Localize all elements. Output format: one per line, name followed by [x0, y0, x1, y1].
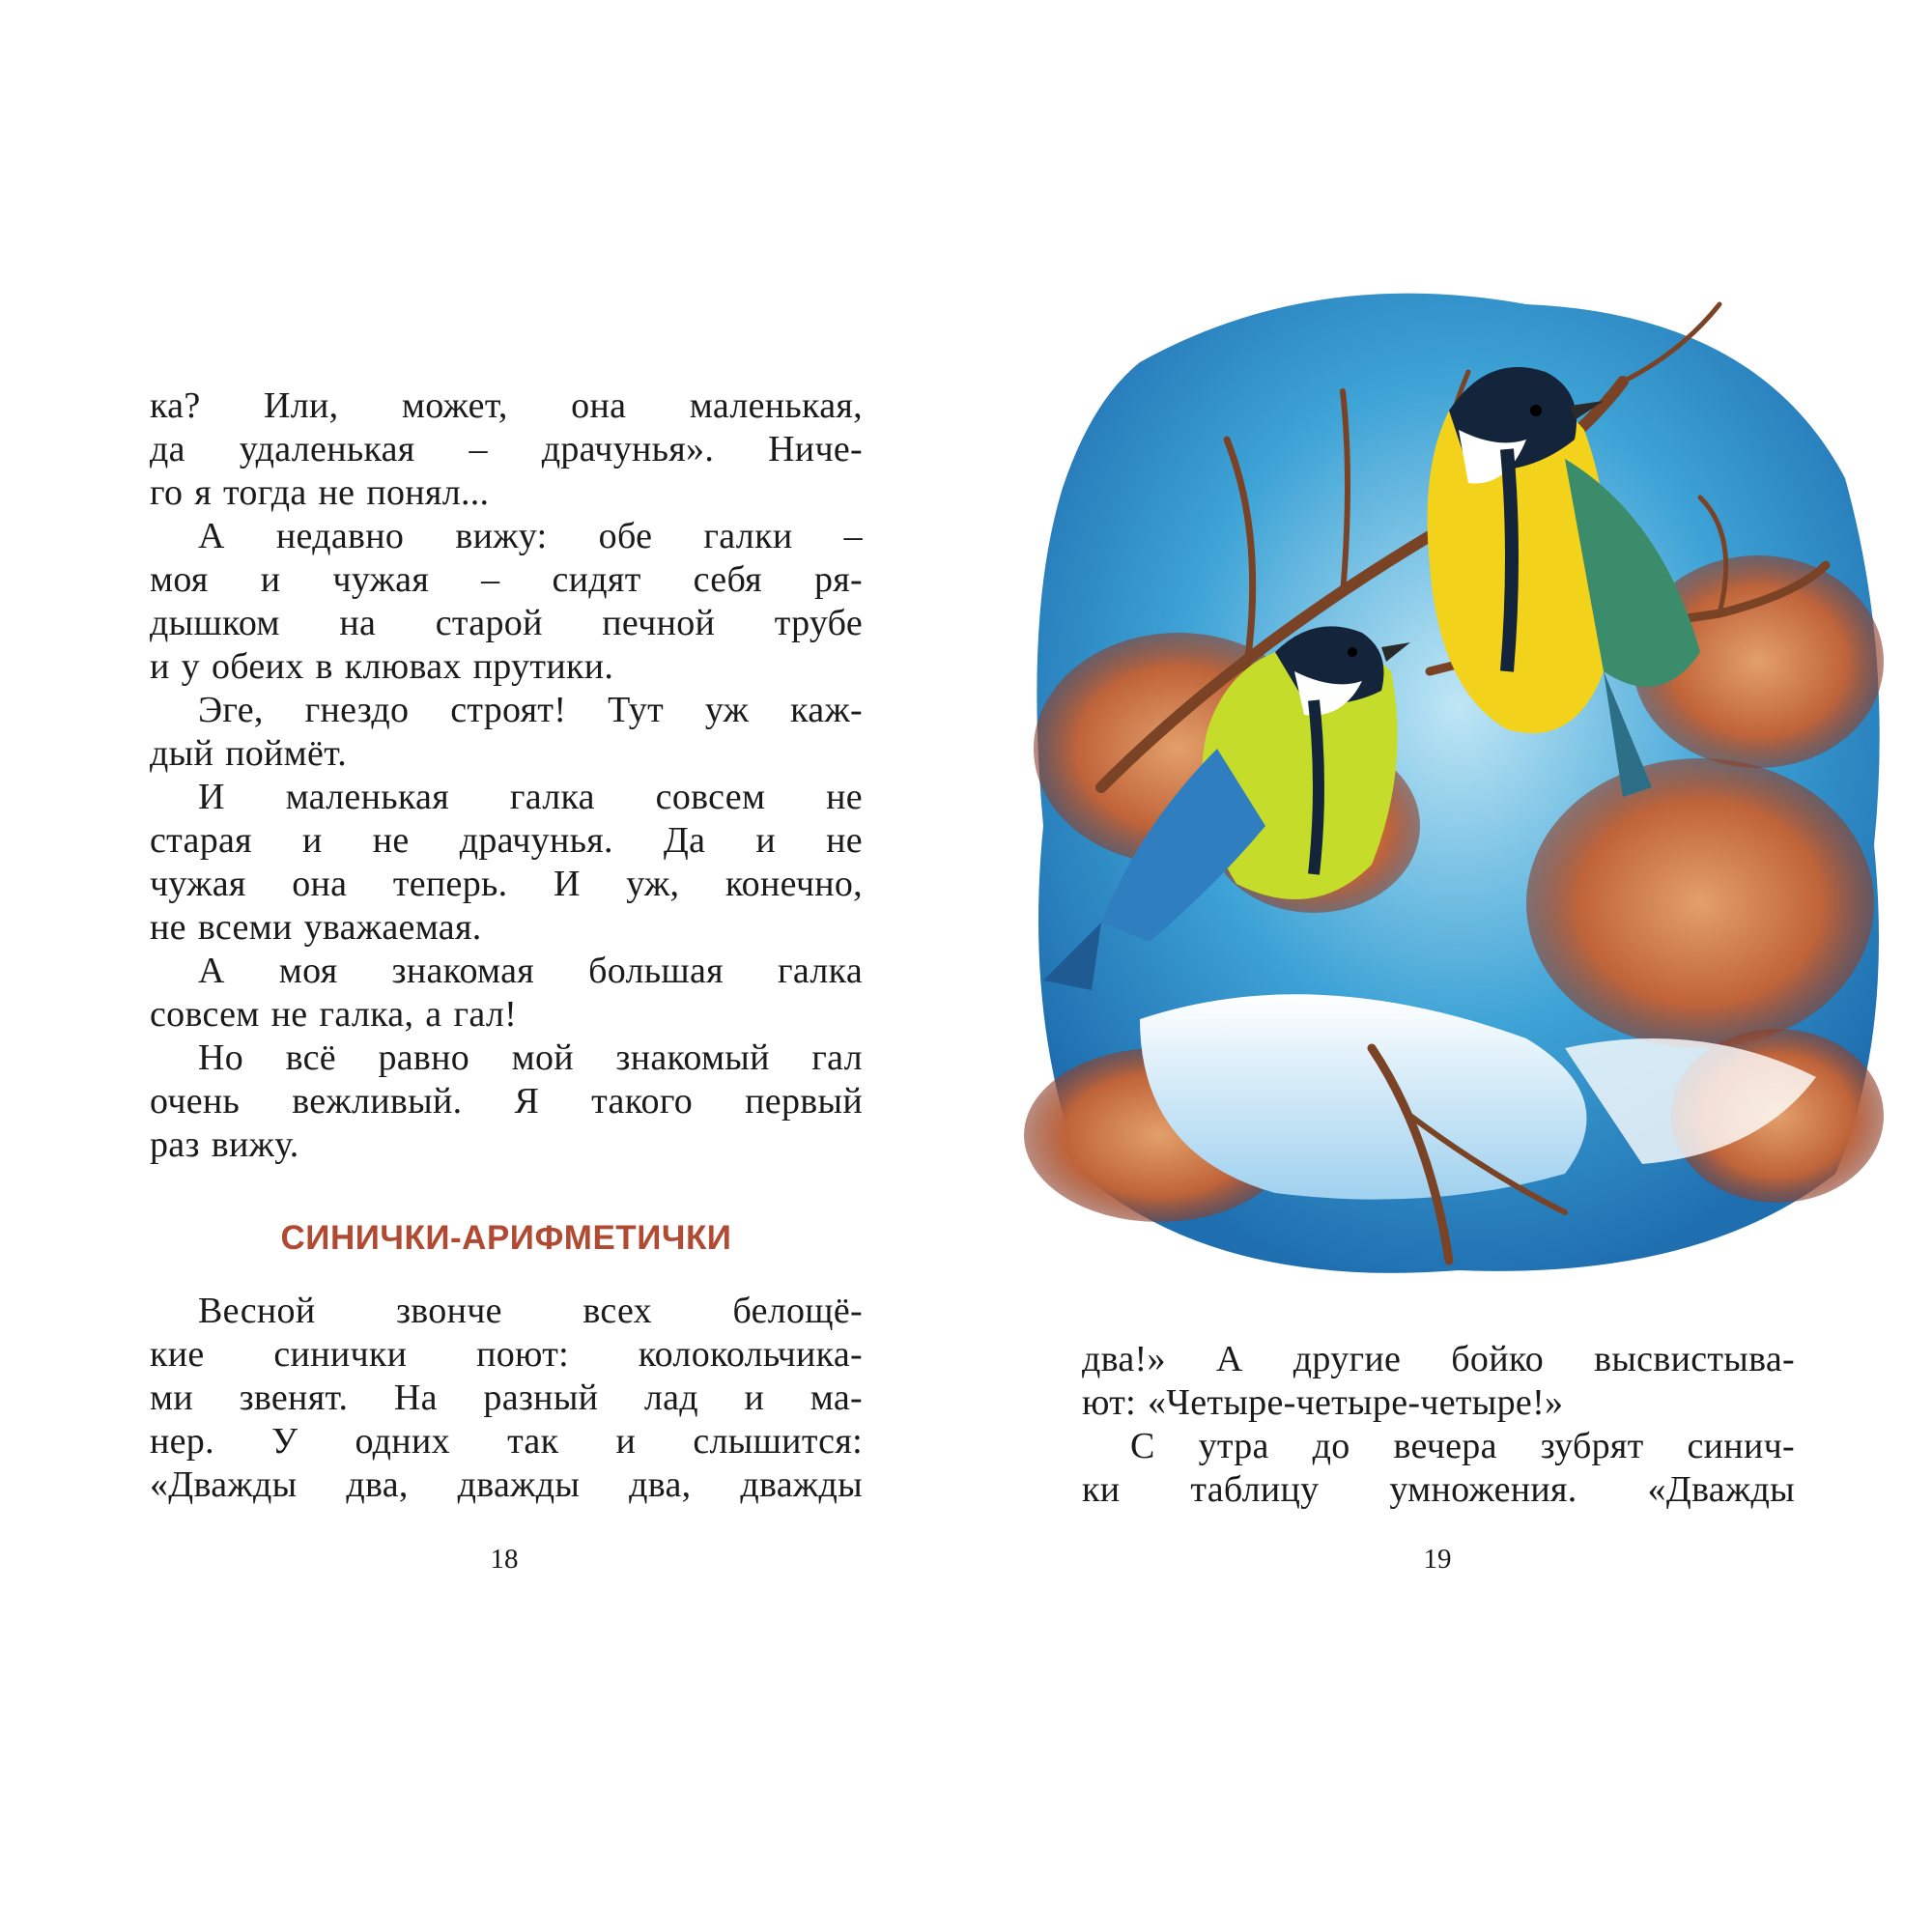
word: –: [481, 559, 500, 600]
word: понял...: [366, 472, 490, 513]
word: конечно,: [724, 864, 863, 904]
text-line: [150, 1123, 863, 1167]
word: моя: [150, 559, 209, 600]
word: так: [507, 1421, 559, 1462]
word: всё: [285, 1037, 336, 1078]
word: уж: [704, 690, 750, 730]
word: не: [826, 777, 863, 817]
word: Весной: [198, 1291, 316, 1331]
text-line: [150, 558, 863, 602]
word: поймёт.: [225, 733, 348, 774]
word: не: [318, 472, 355, 513]
word: «Дважды: [150, 1464, 298, 1505]
word: моя: [278, 951, 338, 991]
word: гал!: [453, 994, 518, 1035]
word: и: [744, 1378, 765, 1418]
word: строят!: [450, 690, 567, 730]
word: ка?: [150, 385, 201, 426]
word: а: [425, 994, 442, 1035]
word: удаленькая: [239, 429, 415, 469]
word: до: [1312, 1426, 1350, 1466]
word: ма-: [810, 1378, 863, 1418]
word: го: [150, 472, 184, 513]
word: и: [260, 559, 281, 600]
word: себя: [693, 559, 762, 600]
text-line: [150, 689, 863, 732]
word: утра: [1198, 1426, 1269, 1466]
text-line: [150, 1333, 863, 1377]
word: печной: [602, 603, 716, 643]
word: два!»: [1082, 1339, 1166, 1379]
word: и: [302, 820, 323, 861]
word: –: [843, 516, 863, 556]
word: в: [315, 646, 333, 687]
word: обеих: [211, 646, 304, 687]
word: совсем: [150, 994, 260, 1035]
word: старой: [435, 603, 543, 643]
word: чужая: [150, 864, 246, 904]
word: два,: [346, 1464, 409, 1505]
word: слышится:: [693, 1421, 863, 1462]
word: Я: [514, 1081, 540, 1122]
word: галки: [703, 516, 793, 556]
word: на: [339, 603, 377, 643]
word: она: [292, 864, 348, 904]
text-line: [1082, 1381, 1795, 1425]
word: равно: [378, 1037, 470, 1078]
word: трубе: [774, 603, 863, 643]
text-line: [150, 776, 863, 819]
word: совсем: [655, 777, 766, 817]
word: да: [150, 429, 185, 469]
word: разный: [483, 1378, 599, 1418]
word: другие: [1293, 1339, 1402, 1379]
text-line: [150, 1463, 863, 1507]
text-line: [150, 1290, 863, 1333]
text-line: [150, 1080, 863, 1123]
word: такого: [591, 1081, 694, 1122]
word: знакомая: [391, 951, 535, 991]
word: Но: [198, 1037, 244, 1078]
text-line: [150, 428, 863, 471]
text-line: [150, 732, 863, 776]
word: И: [553, 864, 581, 904]
text-line: [150, 1037, 863, 1080]
word: ми: [150, 1378, 193, 1418]
word: дышком: [150, 603, 280, 643]
word: вежливый.: [292, 1081, 463, 1122]
text-line: [150, 819, 863, 863]
word: белощё-: [732, 1291, 863, 1331]
word: не: [372, 820, 410, 861]
word: маленькая,: [689, 385, 863, 426]
word: очень: [150, 1081, 241, 1122]
word: галка,: [319, 994, 414, 1035]
word: синич-: [1687, 1426, 1795, 1466]
word: и: [615, 1421, 637, 1462]
word: она: [571, 385, 627, 426]
word: не: [270, 994, 308, 1035]
word: прутики.: [472, 646, 614, 687]
word: не: [150, 907, 186, 948]
word: ря-: [813, 559, 863, 600]
word: не: [826, 820, 863, 861]
word: Ниче-: [768, 429, 863, 469]
word: А: [198, 516, 225, 556]
word: бойко: [1451, 1339, 1544, 1379]
word: высвистыва-: [1594, 1339, 1795, 1379]
word: может,: [401, 385, 508, 426]
word: поют:: [476, 1334, 569, 1375]
word: я: [194, 472, 213, 513]
word: у: [181, 646, 200, 687]
word: галка: [777, 951, 863, 991]
word: Эге,: [198, 690, 264, 730]
word: колокольчика-: [638, 1334, 863, 1375]
word: каж-: [790, 690, 863, 730]
word: Или,: [264, 385, 339, 426]
word: драчунья».: [541, 429, 715, 469]
word: И: [198, 777, 225, 817]
word: зубрят: [1540, 1426, 1644, 1466]
word: всеми: [197, 907, 293, 948]
word: чужая: [332, 559, 430, 600]
word: дый: [150, 733, 214, 774]
word: –: [469, 429, 488, 469]
word: таблицу: [1190, 1469, 1320, 1510]
word: Да: [663, 820, 706, 861]
word: сидят: [552, 559, 641, 600]
word: «Четыре-четыре-четыре!»: [1147, 1382, 1564, 1423]
text-line: [150, 993, 863, 1037]
word: первый: [745, 1081, 863, 1122]
word: старая: [150, 820, 252, 861]
word: «Дважды: [1647, 1469, 1795, 1510]
text-line: [150, 602, 863, 645]
word: У: [271, 1421, 298, 1462]
titmice-illustration: [1024, 246, 1893, 1304]
word: звонче: [396, 1291, 502, 1331]
word: А: [1215, 1339, 1243, 1379]
word: два,: [629, 1464, 692, 1505]
word: дважды: [740, 1464, 863, 1505]
word: знакомый: [615, 1037, 770, 1078]
word: гал: [811, 1037, 863, 1078]
word: кие: [150, 1334, 205, 1375]
word: С: [1130, 1426, 1155, 1466]
text-line: [1082, 1338, 1795, 1381]
word: одних: [355, 1421, 450, 1462]
text-line: [150, 645, 863, 689]
word: вечера: [1393, 1426, 1497, 1466]
text-line: [150, 950, 863, 993]
left-top-text: [150, 384, 863, 1167]
right-text: [1082, 1338, 1795, 1512]
text-line: [1082, 1425, 1795, 1468]
text-line: [150, 1420, 863, 1463]
text-line: [150, 1377, 863, 1420]
text-line: [150, 515, 863, 558]
word: мой: [511, 1037, 574, 1078]
text-line: [150, 863, 863, 906]
word: тогда: [223, 472, 307, 513]
word: всех: [582, 1291, 652, 1331]
word: звенят.: [239, 1378, 349, 1418]
word: обе: [598, 516, 653, 556]
word: синички: [273, 1334, 408, 1375]
word: умножения.: [1389, 1469, 1577, 1510]
word: уж,: [626, 864, 680, 904]
word: Тут: [608, 690, 664, 730]
word: недавно: [275, 516, 405, 556]
text-line: [150, 906, 863, 950]
text-line: [150, 384, 863, 428]
word: дважды: [457, 1464, 581, 1505]
word: и: [755, 820, 777, 861]
page-number-left: 18: [490, 1544, 519, 1575]
text-line: [150, 471, 863, 515]
word: гнездо: [304, 690, 410, 730]
word: лад: [643, 1378, 698, 1418]
word: нер.: [150, 1421, 214, 1462]
page-number-right: 19: [1423, 1544, 1452, 1575]
text-line: [1082, 1468, 1795, 1512]
word: драчунья.: [459, 820, 613, 861]
left-bottom-text: [150, 1290, 863, 1507]
word: маленькая: [285, 777, 449, 817]
word: ки: [1082, 1469, 1121, 1510]
word: галка: [509, 777, 595, 817]
word: ют:: [1082, 1382, 1136, 1423]
word: вижу:: [455, 516, 548, 556]
word: клювах: [344, 646, 462, 687]
word: и: [150, 646, 170, 687]
word: теперь.: [392, 864, 508, 904]
word: На: [393, 1378, 438, 1418]
word: большая: [588, 951, 724, 991]
section-heading: СИНИЧКИ-АРИФМЕТИЧКИ: [280, 1219, 732, 1257]
word: вижу.: [211, 1124, 299, 1165]
word: А: [198, 951, 225, 991]
word: раз: [150, 1124, 200, 1165]
word: уважаемая.: [303, 907, 482, 948]
